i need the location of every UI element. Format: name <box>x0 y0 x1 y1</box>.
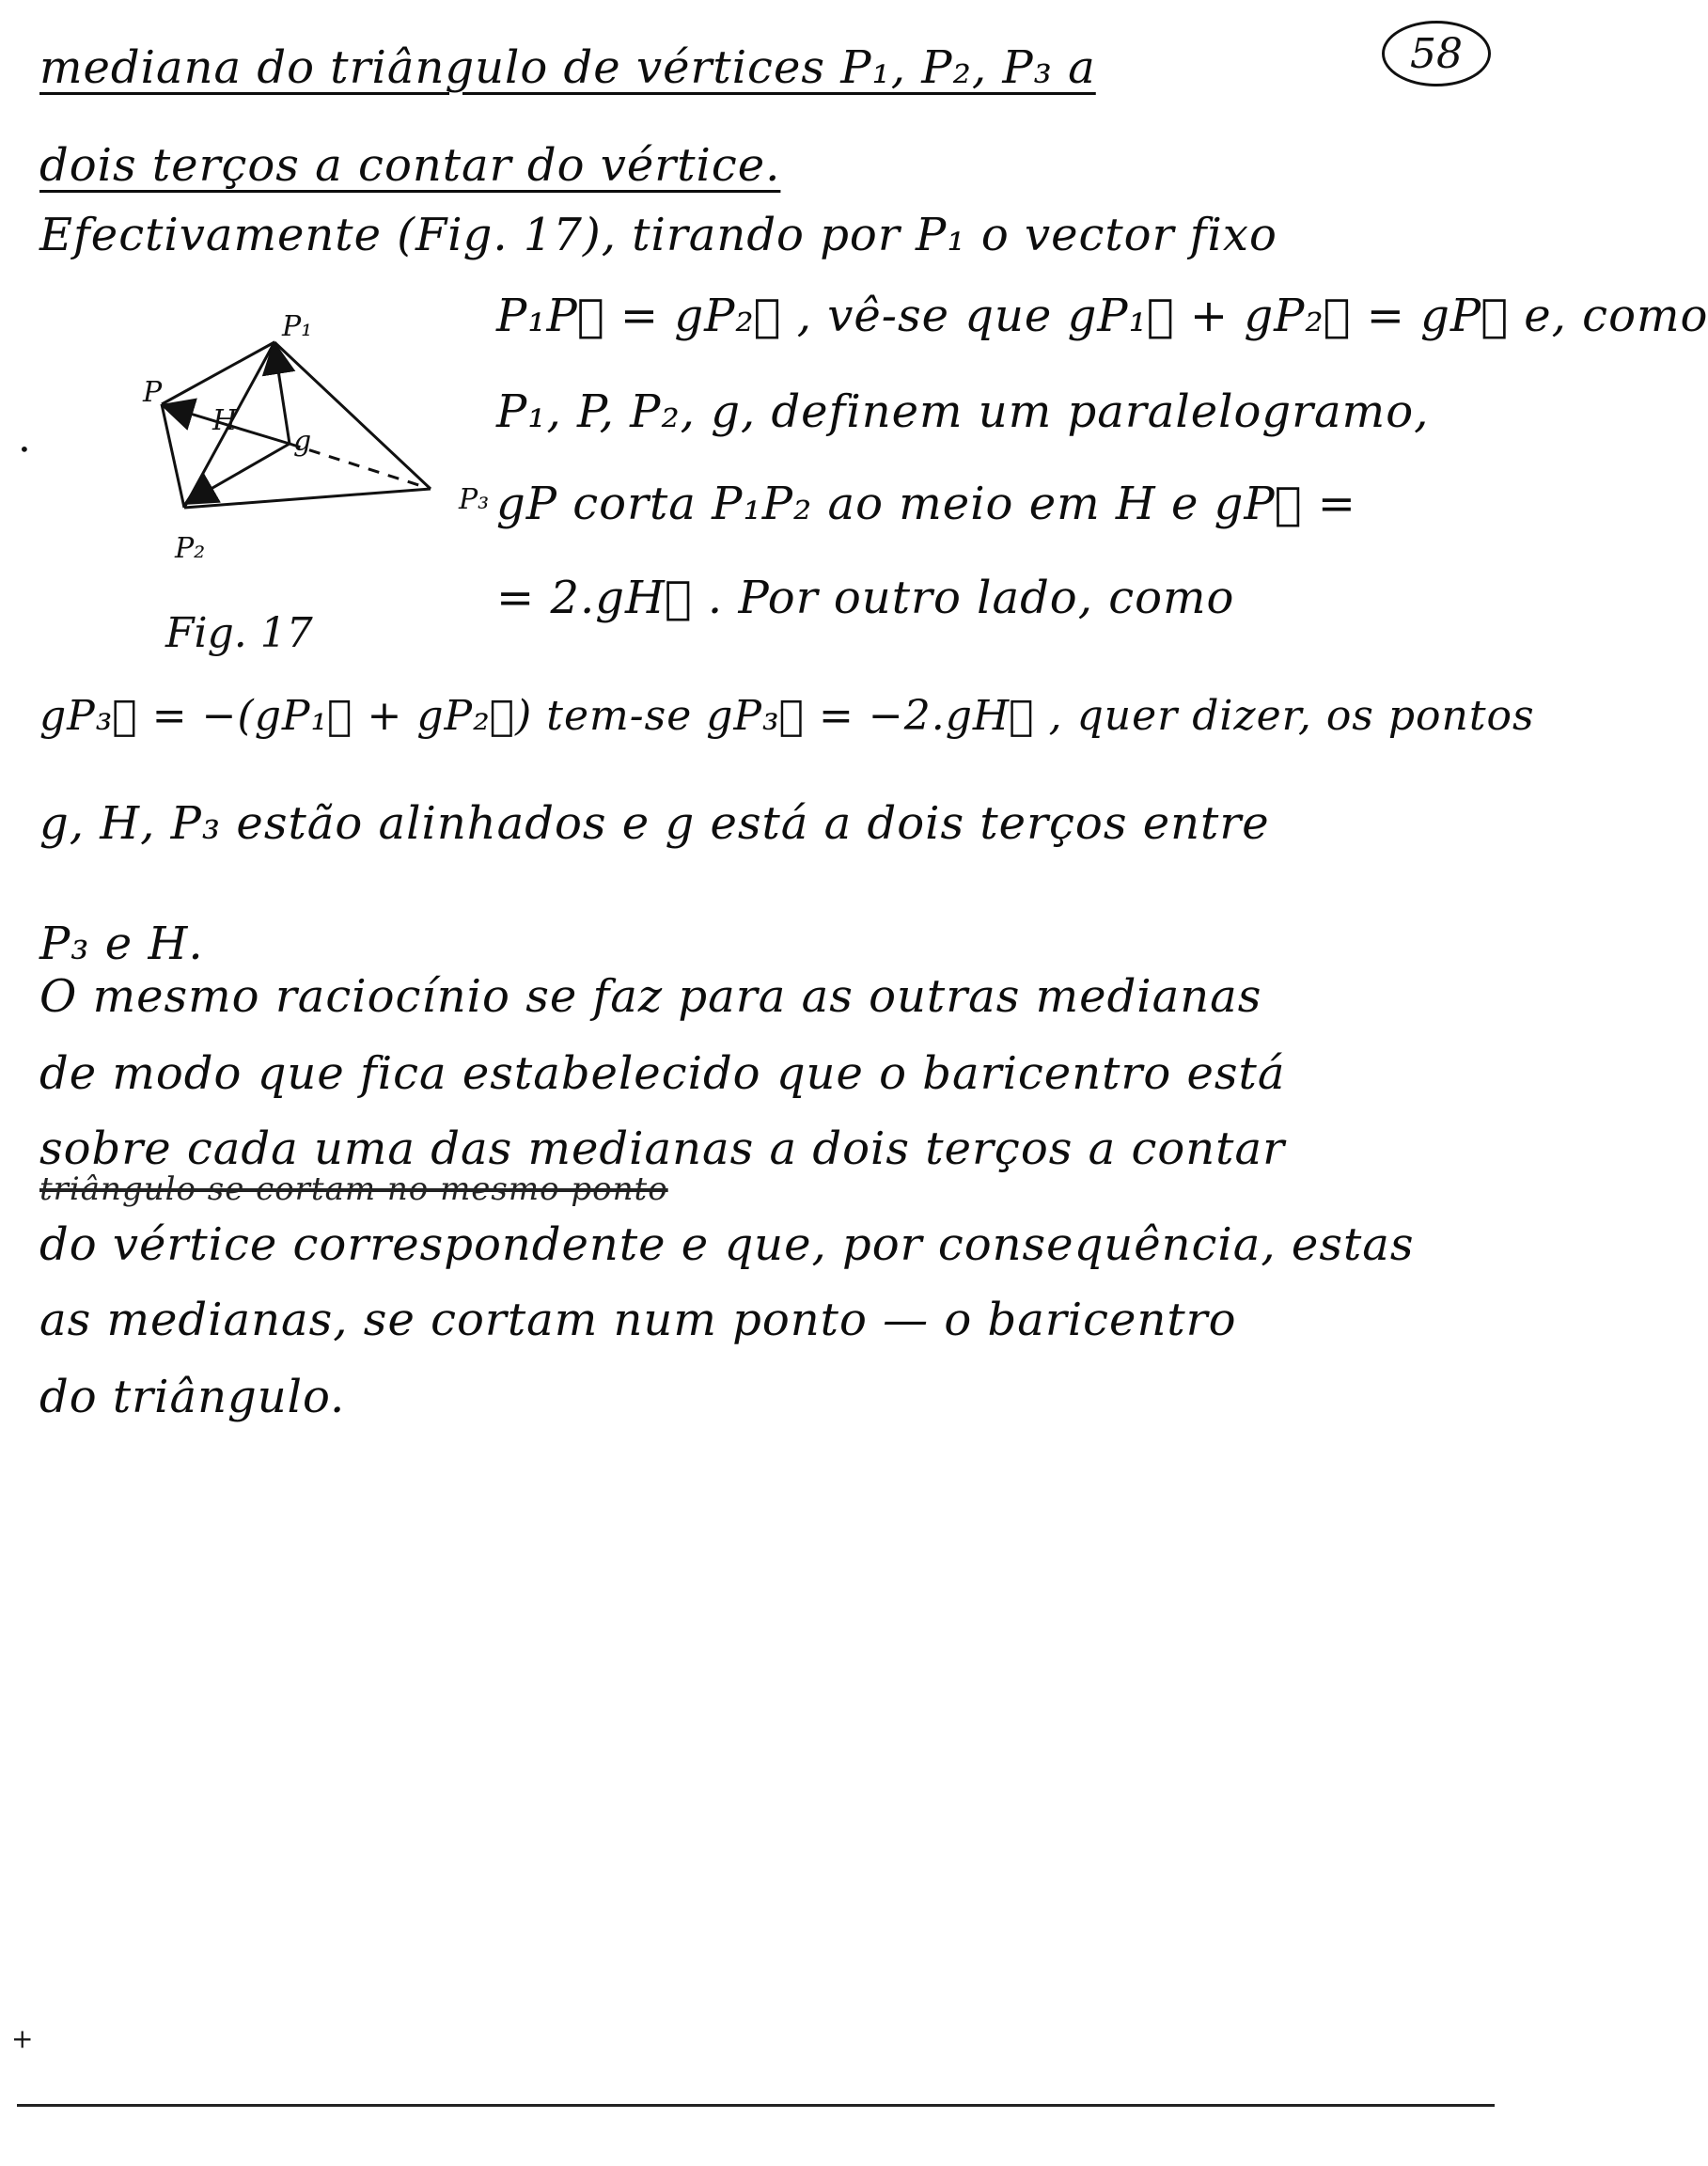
margin-tick: + <box>11 2023 34 2054</box>
page-number: 58 <box>1382 21 1491 86</box>
label-h: H <box>212 404 238 437</box>
text-line-11: O mesmo raciocínio se faz para as outras medianas <box>39 970 1262 1023</box>
text-line-8: gP₃⃗ = −(gP₁⃗ + gP₂⃗) tem-se gP₃⃗ = −2.gH⃗ , quer dizer, os pontos <box>39 692 1535 740</box>
text-line-16: do triângulo. <box>39 1371 346 1423</box>
figure-caption: Fig. 17 <box>165 609 313 657</box>
label-p3: P₃ <box>459 483 490 516</box>
label-g: g <box>293 425 312 458</box>
text-line-2: dois terços a contar do vértice. <box>39 139 781 192</box>
edge-p1-p3 <box>274 342 431 489</box>
edge-p-p2 <box>162 404 184 508</box>
bottom-rule <box>17 2104 1495 2107</box>
text-line-9: g, H, P₃ estão alinhados e g está a dois terços entre <box>39 797 1270 850</box>
text-line-6: gP corta P₁P₂ ao meio em H e gP⃗ = <box>496 478 1356 530</box>
label-p1: P₁ <box>282 310 313 343</box>
margin-dot: • <box>19 438 30 461</box>
text-line-13: sobre cada uma das medianas a dois terços a contar <box>39 1122 1286 1175</box>
text-line-14: do vértice correspondente e que, por consequência, estas <box>39 1218 1415 1271</box>
label-p: P <box>143 376 163 409</box>
text-line-15: as medianas, se cortam num ponto — o baricentro <box>39 1294 1237 1346</box>
vector-g-p1 <box>274 346 290 444</box>
label-p2: P₂ <box>175 532 206 565</box>
text-line-10: P₃ e H. <box>39 918 204 970</box>
text-line-3: Efectivamente (Fig. 17), tirando por P₁ o vector fixo <box>39 209 1277 261</box>
struck-out-line: triângulo se cortam no mesmo ponto <box>39 1170 668 1208</box>
text-line-5: P₁, P, P₂, g, definem um paralelogramo, <box>496 385 1430 438</box>
text-line-4: P₁P⃗ = gP₂⃗ , vê-se que gP₁⃗ + gP₂⃗ = gP⃗ e, como <box>496 290 1708 342</box>
text-line-7: = 2.gH⃗ . Por outro lado, como <box>496 572 1235 624</box>
text-line-12: de modo que fica estabelecido que o baricentro está <box>39 1047 1286 1100</box>
edge-p2-p3 <box>184 489 431 508</box>
text-line-1: mediana do triângulo de vértices P₁, P₂, P₃ a <box>39 41 1096 94</box>
